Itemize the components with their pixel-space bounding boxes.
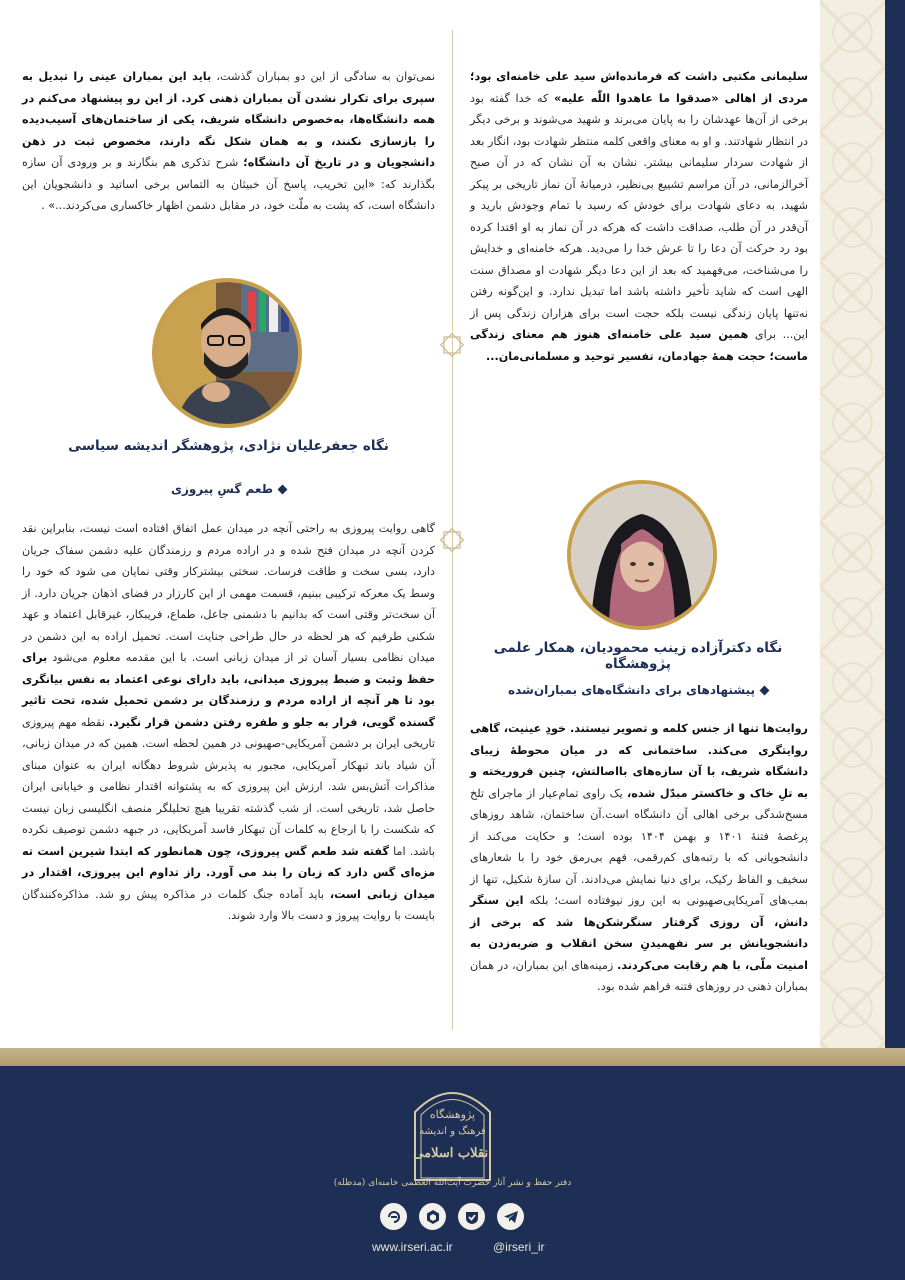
ornamental-pattern [820,0,885,1048]
emblem-line-1: پژوهشگاه [429,1108,476,1121]
right-article-body [470,718,808,998]
telegram-icon[interactable] [497,1203,524,1230]
diamond-bullet-icon [278,485,288,495]
author-photo-alian-nejadi [152,278,302,428]
body-text: باید آماده جنگ کلمات در مذاکره پیش رو شد. مذاکره‌کنندگان بایست با روایت پیروز و دست بالا وارد شوند. [22,887,435,922]
right-intro-quote [470,66,808,367]
body-text: یک راوی تمام‌عیار از ماجرای تلخ مسخ‌شدگی برخی اهالی آن دانشگاه است.آن ساختمان، شاهد روزهای پرغصهٔ فتنهٔ ۱۴۰۱ و بهمن ۱۴۰۴ بوده است؛ و حکایت می‌کند از دانشجویانی که با رتبه‌های کم‌رقمی، فهم بی‌رمق خود را با شعارهای سخیف و الفاظ رکیک، برای دنیا نمایش می‌دادند. آن سازهٔ شکیل، تنها از بمب‌های آمریکایی‌صهیونی به این روز نیوفتاده است؛ بلکه [470,786,809,907]
right-author-title: نگاه دکترآزاده زینب محمودیان، همکار علمی پژوهشگاه [493,640,783,672]
body-text: شرح تذکری هم بنگارند و بر ورودی آن سازه بگذارند که: «این تخریب، پاسخ آن خبیثان به التماس برخی اساتید و دانشجویان این دانشگاه است، که پشت به ملّت خود، در مقابل دشمن اظهار خاکساری می‌کردند...» . [22,156,435,212]
divider-knot-icon [437,330,467,360]
emphasis-text: سلیمانی مکتبی داشت که فرمانده‌اش سید علی خامنه‌ای بود؛ مردی از اهالی «صدقوا ما عاهدوا اللّٰه علیه» [470,70,808,105]
gold-band [0,1048,905,1066]
right-article-subtitle [460,683,816,697]
left-article-subtitle [22,482,435,496]
body-text: زمینه‌های این بمباران، در همان بمباران ذهنی در روزهای فتنه فراهم شده بود. [470,958,808,993]
body-text: که خدا گفته بود برخی از آن‌ها عهدشان را به پایان می‌برند و شهید می‌شوند و برخی دیگر در انتظار شهادتند. و او به معنای واقعی کلمه منتظر شهادت بود، انگار بعد از شهادت سردار سلیمانی بیشتر. نشان به آن نشان که در آن صبح آخرالزمانی، در آن مراسم تشییع بی‌نظیر، درمیانهٔ آن نماز تاریخی بر پیکر شهید، به دعای شهادت برای خودش که رسید با تمام وجودش بارید و آن‌قدر در آن طلب، صداقت داشت که هرکه در آن نماز به او اقتدا کرده بود رد حرکت آن دعا را تا عرش خدا را می‌دید. هرکه خامنه‌ای و خدایش را می‌شناخت، می‌فهمید که بعد از این دعا دیگر شهادت او مصداق سنت الهی است که شاید تأخیر داشته باشد اما تبدیل ندارد. و این‌گونه رفتن نه‌تنها پایان زندگی نیست بلکه حجت است برای هزاران زندگی پس از این... برای [470,91,809,341]
emphasis-text: این سنگر دانش، آن روزی گرفتار سنگرشکن‌ها شد که برخی از دانشجویانش بر سر نفهمیدنِ سخن انقلاب و ضربه‌زدن به امنیت ملّی، با هم رقابت می‌کردند. [470,894,808,972]
institute-emblem [405,1082,500,1182]
left-author-title: نگاه جعفرعلیان نژادی، پژوهشگر اندیشه سیاسی [68,438,389,454]
emblem-line-2: فرهنگ و اندیشه [419,1126,486,1137]
website-link[interactable]: www.irseri.ac.ir [372,1240,453,1254]
body-text: نقطه مهم پیروزی تاریخی ایران بر دشمن آمریکایی-صهیونی در همین لحظه است. همین که در میدان زبانی، آن شیاد باند تبهکار آمریکایی، مجبور به پذیرش شروط دهگانه ایران به عنوان مبنای مذاکرات آتش‌بس شد. ارزش این پیروزی که به پشتوانه اقتدار نظامی و خیابانی ایران حاصل شد، تاریخی است. از شب گذشته تقریبا هیچ تحلیلگر منصف انگلیسی زبان نیست که شکست را با ارجاع به کلمات آن تبهکار فاسد آمریکایی، در جبهه دشمن توصیف نکرده باشد. اما [22,715,436,858]
emphasis-text: روایت‌ها تنها از جنس کلمه و تصویر نیستند. خودِ عینیت، گاهی روایتگری می‌کند. ساختمانی که در میان محوطهٔ زیبای دانشگاه شریف، با آن سازه‌های بااصالتش، چنین فروریخته و به تلِ خاک و خاکستر مبدّل شده، [470,722,808,800]
emphasis-text: برای حفظ وثبت و ضبط پیروزی میدانی، باید دارای نوعی اعتماد به نفس بیانگری بود تا هر آنچه از اراده مردم و رزمندگان بر دشمن تحمیل شده، تحت تاثیر گسنده گویی، فرار به جلو و طفره رفتن دشمن قرار نگیرد. [22,651,435,729]
body-text: گاهی روایت پیروزی به راحتی آنچه در میدان عمل اتفاق افتاده است نیست، بنابراین نقد کردن آنچه در میدان فتح شده و در اراده مردم و رزمندگان علیه دشمن سفاک جریان دارد، بسی سخت و طاقت فرسات. سختی بیشترکار وقتی نمایان می شود که خود را وسط یک معرکه ترکیبی ببنیم، قسمت مهمی از این کارزار در فضای اذهان جریان دارد. از آن سخت‌تر وقتی است که بدانیم با دشمنی جاعل، طماع، فریبکار، غیرقابل اعتماد و عهد شکنی طرفیم که هر لحظه در حال طراحی جنایت است. تحمیل اراده به این دشمن در میدان نظامی بسیار آسان تر از میدان زبانی است. با این مقدمه معلوم می‌شود [22,522,435,664]
social-icons [380,1203,524,1230]
diamond-bullet-icon [760,686,770,696]
emblem-line-3: انقلاب اسلامی [413,1146,492,1161]
divider-knot-icon [437,525,467,555]
emphasis-text: همین سید علی خامنه‌ای هنوز هم معنای زندگی ماست؛ حجت همهٔ جهادمان، تفسیر توحید و مسلمانی‌مان... [470,328,808,363]
author-photo-mahmoudian [567,480,717,630]
body-text: نمی‌توان به سادگی از این دو بمباران گذشت، [211,70,435,83]
emphasis-text: گفته شد طعم گس پیروزی، چون همانطور که ابتدا شیرین است ته مزه‌ای گس دارد که زبان را بند می آورد. راز تداوم این پیروزی، اقتدار در میدان زبانی است، [22,844,435,901]
left-article-body [22,518,435,927]
check-shield-icon[interactable] [458,1203,485,1230]
emblem-caption: دفتر حفظ و نشر آثار حضرت آیت‌الله العظمی خامنه‌ای (مدظله) [333,1178,572,1188]
right-subtitle-text: پیشنهادهای برای دانشگاه‌های بمباران‌شده [508,683,755,697]
eitaa-icon[interactable] [380,1203,407,1230]
left-intro-quote [22,66,435,217]
hexagon-icon[interactable] [419,1203,446,1230]
emphasis-text: باید این بمباران عینی را تبدیل به سپری برای تکرار نشدن آن بمباران ذهنی کرد. از این رو پیشنهاد می‌کنم در همه دانشگاه‌ها، به‌خصوص دانشگاه شریف، یکی از ساختمان‌های آسیب‌دیده را بازسازی نکنند، و به همان شکل نگه دارند، مخصوص ثبت در ذهن دانشجویان و در تاریخ آن دانشگاه؛ [22,70,436,169]
navy-edge-strip [885,0,905,1048]
social-handle[interactable]: @irseri_ir [493,1240,545,1254]
left-subtitle-text: طعم گسِ پیروزی [170,482,274,496]
